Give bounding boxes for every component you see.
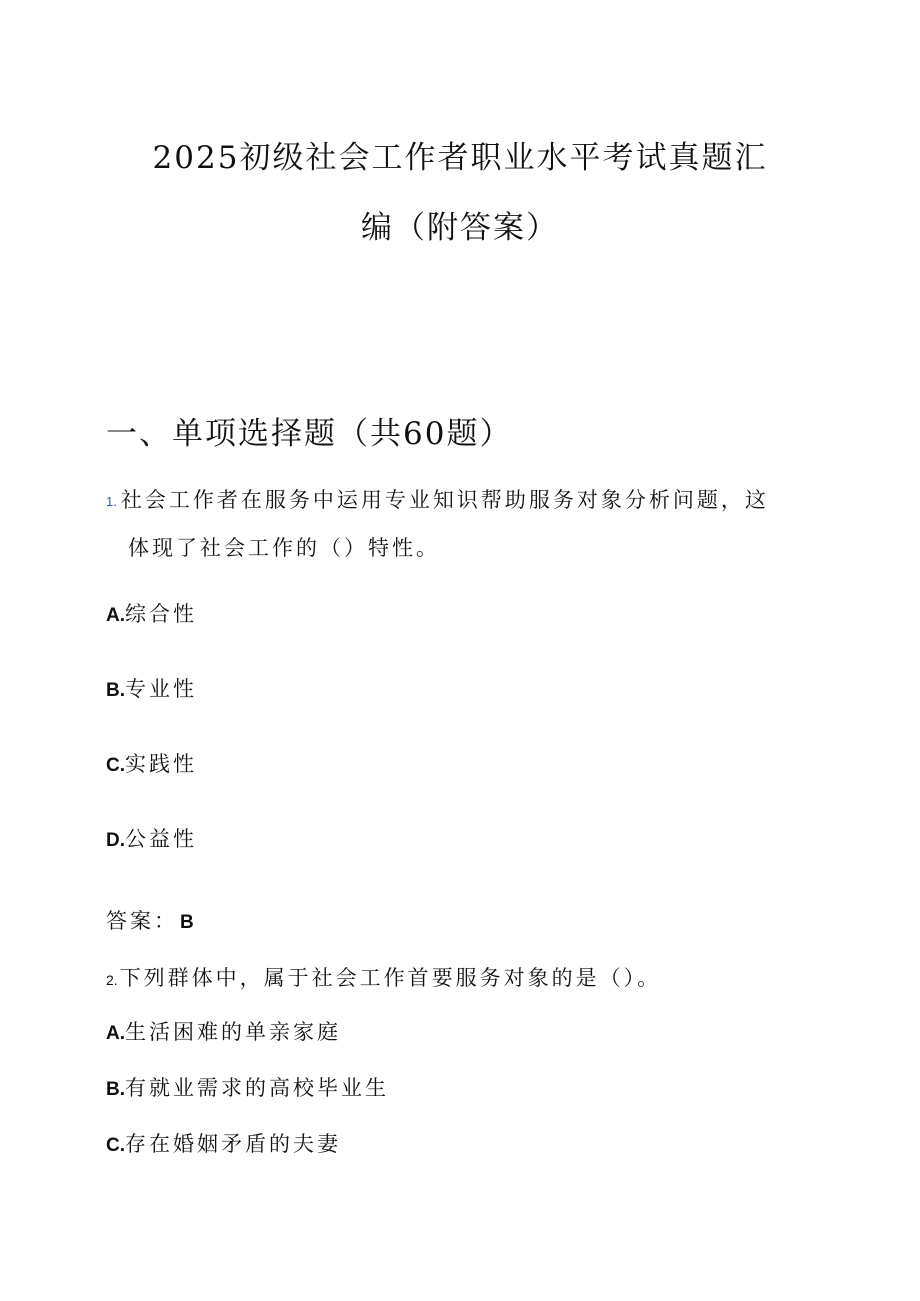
question-1-answer xyxy=(106,906,194,938)
option-text: 公益性 xyxy=(125,827,197,851)
option-text: 有就业需求的高校毕业生 xyxy=(125,1076,389,1100)
question-1-option-c xyxy=(106,749,197,781)
question-2-number: 2. xyxy=(106,972,118,988)
option-text: 生活困难的单亲家庭 xyxy=(125,1020,341,1044)
option-letter: C. xyxy=(106,755,125,776)
section-heading: 一、单项选择题（共60题） xyxy=(106,416,513,452)
question-1-line-1 xyxy=(106,485,769,517)
option-letter: A. xyxy=(106,1023,125,1044)
question-1-option-a xyxy=(106,599,197,631)
question-2-line-1 xyxy=(106,963,661,995)
question-1-option-d xyxy=(106,824,197,856)
option-letter: A. xyxy=(106,605,125,626)
question-2-option-b xyxy=(106,1073,389,1105)
question-1-text-1: 社会工作者在服务中运用专业知识帮助服务对象分析问题，这 xyxy=(120,488,769,512)
question-1-line-2: 体现了社会工作的（）特性。 xyxy=(128,536,440,560)
option-text: 综合性 xyxy=(125,602,197,626)
option-text: 存在婚姻矛盾的夫妻 xyxy=(125,1132,341,1156)
option-letter: D. xyxy=(106,830,125,851)
option-text: 专业性 xyxy=(125,677,197,701)
question-2-text-1: 下列群体中，属于社会工作首要服务对象的是（）。 xyxy=(119,966,662,990)
option-letter: B. xyxy=(106,1079,125,1100)
option-text: 实践性 xyxy=(125,752,197,776)
question-1-number: 1. xyxy=(106,494,117,509)
answer-value: B xyxy=(180,912,194,933)
question-1-option-b xyxy=(106,674,197,706)
answer-label: 答案： xyxy=(106,909,178,933)
question-2-option-a xyxy=(106,1017,341,1049)
question-2-option-c xyxy=(106,1129,341,1161)
document-title-line-1: 2025初级社会工作者职业水平考试真题汇 xyxy=(152,140,768,176)
option-letter: B. xyxy=(106,680,125,701)
document-title-line-2: 编（附答案） xyxy=(361,210,559,246)
option-letter: C. xyxy=(106,1135,125,1156)
